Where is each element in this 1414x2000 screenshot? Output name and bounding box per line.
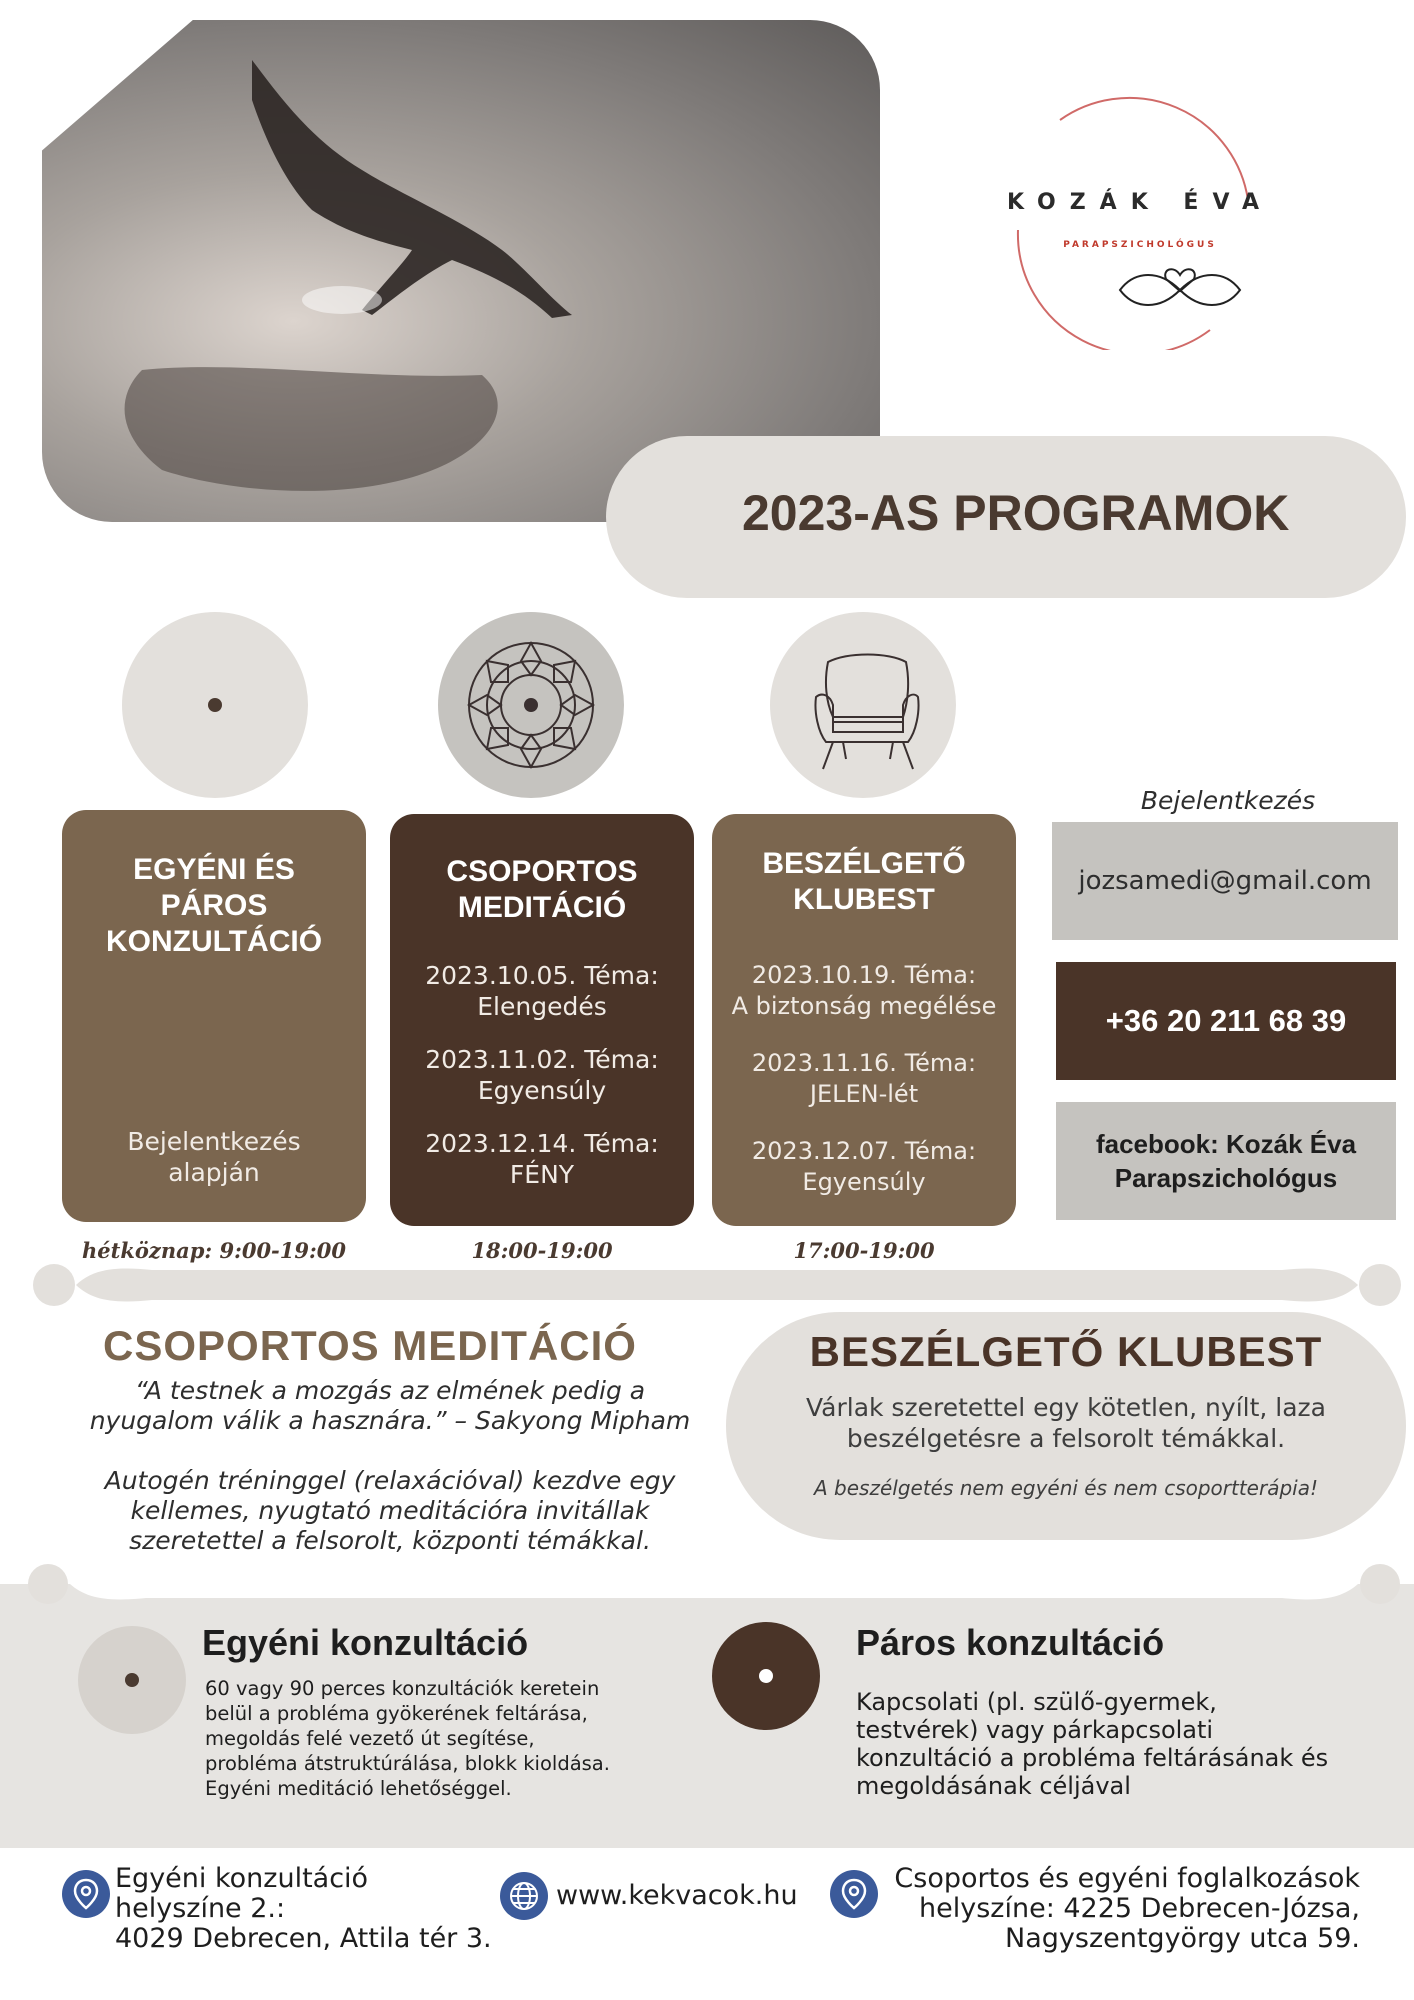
event-item: 2023.10.19. Téma: A biztonság megélése — [731, 961, 997, 1020]
location-pin-icon — [62, 1870, 110, 1918]
card-consultation-note: Bejelentkezés alapján — [127, 1127, 301, 1187]
divider-ornament — [32, 1262, 1402, 1308]
meditation-body: Autogén tréninggel (relaxációval) kezdve egy kellemes, nyugtató meditációra invitállak szeretettel a felsorolt, központi témákkal. — [104, 1466, 676, 1555]
club-body: Várlak szeretettel egy kötetlen, nyílt, laza beszélgetésre a felsorolt témákkal. — [805, 1393, 1326, 1453]
individual-title: Egyéni konzultáció — [202, 1622, 529, 1663]
club-title: BESZÉLGETŐ KLUBEST — [809, 1328, 1323, 1375]
club-panel — [726, 1312, 1406, 1540]
card-consultation-title: EGYÉNI ÉS PÁROS KONZULTÁCIÓ — [105, 853, 323, 958]
couple-body: Kapcsolati (pl. szülő-gyermek, testvérek) vagy párkapcsolati konzultáció a probléma feltárásának és megoldásának céljával — [856, 1688, 1329, 1800]
event-item: 2023.12.07. Téma: Egyensúly — [751, 1137, 977, 1196]
brand-subtitle: PARAPSZICHOLÓGUS — [1063, 240, 1217, 250]
email-address[interactable]: jozsamedi@gmail.com — [1078, 866, 1372, 896]
mandala-icon — [456, 630, 606, 780]
location-1-address: Egyéni konzultáció helyszíne 2.: 4029 Debrecen, Attila tér 3. — [115, 1863, 492, 1954]
time-meditation: 18:00-19:00 — [471, 1238, 613, 1263]
globe-icon — [500, 1872, 548, 1920]
icon-circle-club — [770, 612, 956, 798]
card-consultation — [62, 810, 366, 1222]
phone-number[interactable]: +36 20 211 68 39 — [1105, 1003, 1347, 1038]
location-2-address: Csoportos és egyéni foglalkozások helyszíne: 4225 Debrecen-Józsa, Nagyszentgyörgy utca 59. — [894, 1863, 1360, 1954]
card-club — [712, 814, 1016, 1226]
website-link[interactable]: www.kekvacok.hu — [556, 1880, 798, 1911]
couple-title: Páros konzultáció — [856, 1622, 1165, 1663]
armchair-icon — [808, 647, 923, 772]
email-box[interactable] — [1052, 822, 1398, 940]
time-consultation: hétköznap: 9:00-19:00 — [82, 1238, 346, 1263]
card-meditation — [390, 814, 694, 1226]
couple-circle — [712, 1622, 820, 1730]
icon-circle-consultation — [122, 612, 308, 798]
dot-icon — [759, 1669, 773, 1683]
card-meditation-title: CSOPORTOS MEDITÁCIÓ — [446, 855, 638, 924]
icon-circle-meditation — [438, 612, 624, 798]
hand-water-image — [252, 60, 592, 320]
contact-label: Bejelentkezés — [1140, 786, 1316, 815]
facebook-box[interactable]: facebook: Kozák Éva Parapszichológus — [1056, 1102, 1396, 1220]
dot-icon — [125, 1673, 139, 1687]
brand-logo — [990, 80, 1290, 350]
title-banner — [606, 436, 1406, 598]
event-item: 2023.11.16. Téma: JELEN-lét — [751, 1049, 977, 1108]
reflection-image — [102, 350, 622, 510]
event-item: 2023.10.05. Téma: Elengedés — [425, 961, 659, 1021]
page-title: 2023-AS PROGRAMOK — [742, 485, 1290, 541]
brand-name: KOZÁK ÉVA — [1006, 190, 1274, 215]
individual-body: 60 vagy 90 perces konzultációk keretein belül a probléma gyökerének feltárása, megoldás felé vezető út segítése, probléma átstruktúrálása, blokk kioldása. Egyéni meditáció lehetőséggel. — [205, 1677, 610, 1800]
card-club-title: BESZÉLGETŐ KLUBEST — [762, 847, 966, 916]
event-item: 2023.11.02. Téma: Egyensúly — [425, 1045, 659, 1105]
location-pin-icon — [830, 1870, 878, 1918]
time-club: 17:00-19:00 — [793, 1238, 935, 1263]
club-note: A beszélgetés nem egyéni és nem csoportterápia! — [814, 1476, 1318, 1500]
individual-circle — [78, 1626, 186, 1734]
infinity-heart-icon — [1110, 255, 1250, 315]
meditation-title: CSOPORTOS MEDITÁCIÓ — [103, 1322, 637, 1369]
meditation-quote: “A testnek a mozgás az elmének pedig a nyugalom válik a hasznára.” – Sakyong Mipham — [89, 1376, 691, 1435]
phone-box[interactable] — [1056, 962, 1396, 1080]
divider-ornament — [26, 1562, 1402, 1606]
event-item: 2023.12.14. Téma: FÉNY — [425, 1129, 659, 1189]
dot-icon — [208, 698, 222, 712]
